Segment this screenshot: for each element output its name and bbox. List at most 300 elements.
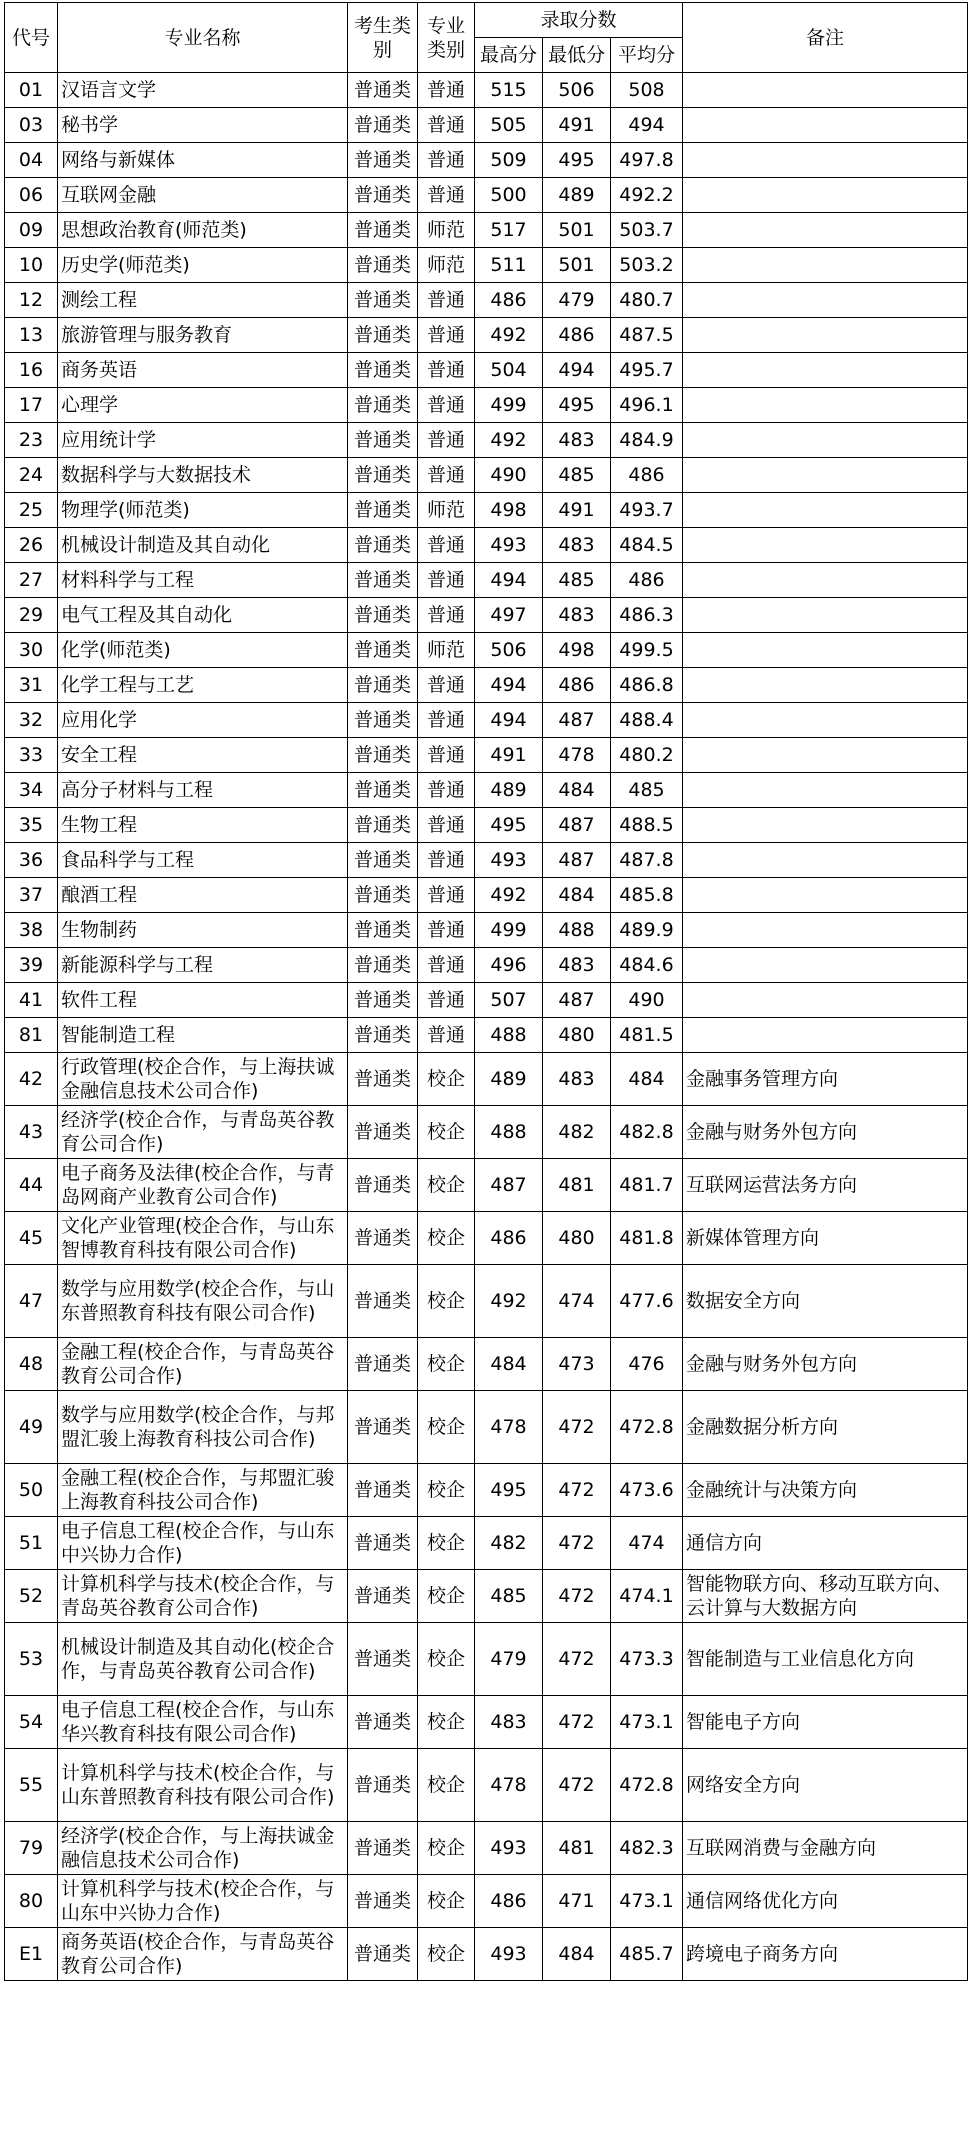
cell-avg-score: 494 bbox=[611, 108, 683, 143]
cell-avg-score: 484.5 bbox=[611, 528, 683, 563]
header-candidate-type: 考生类别 bbox=[348, 3, 418, 73]
table-row bbox=[5, 983, 968, 1018]
cell-min-score: 486 bbox=[543, 668, 611, 703]
cell-candidate-type: 普通类 bbox=[348, 1391, 418, 1464]
cell-avg-score: 503.2 bbox=[611, 248, 683, 283]
cell-remark bbox=[683, 983, 968, 1018]
cell-avg-score: 492.2 bbox=[611, 178, 683, 213]
cell-code: 03 bbox=[5, 108, 58, 143]
cell-remark: 跨境电子商务方向 bbox=[683, 1928, 968, 1981]
cell-major-type: 普通 bbox=[418, 353, 475, 388]
cell-candidate-type: 普通类 bbox=[348, 563, 418, 598]
cell-major-type: 普通 bbox=[418, 73, 475, 108]
table-row bbox=[5, 1928, 968, 1981]
cell-avg-score: 486.3 bbox=[611, 598, 683, 633]
cell-candidate-type: 普通类 bbox=[348, 388, 418, 423]
cell-max-score: 494 bbox=[475, 703, 543, 738]
table-row bbox=[5, 1696, 968, 1749]
cell-major-type: 普通 bbox=[418, 388, 475, 423]
cell-major-name: 金融工程(校企合作，与青岛英谷教育公司合作) bbox=[58, 1338, 348, 1391]
cell-avg-score: 485 bbox=[611, 773, 683, 808]
cell-min-score: 472 bbox=[543, 1749, 611, 1822]
table-row bbox=[5, 703, 968, 738]
cell-major-type: 师范 bbox=[418, 633, 475, 668]
cell-remark bbox=[683, 773, 968, 808]
table-row bbox=[5, 808, 968, 843]
cell-max-score: 498 bbox=[475, 493, 543, 528]
cell-major-name: 计算机科学与技术(校企合作，与山东中兴协力合作) bbox=[58, 1875, 348, 1928]
cell-major-name: 历史学(师范类) bbox=[58, 248, 348, 283]
cell-major-type: 普通 bbox=[418, 878, 475, 913]
cell-max-score: 487 bbox=[475, 1159, 543, 1212]
cell-candidate-type: 普通类 bbox=[348, 1822, 418, 1875]
cell-major-name: 商务英语 bbox=[58, 353, 348, 388]
cell-max-score: 492 bbox=[475, 423, 543, 458]
cell-max-score: 492 bbox=[475, 878, 543, 913]
cell-candidate-type: 普通类 bbox=[348, 1696, 418, 1749]
table-row bbox=[5, 283, 968, 318]
cell-major-name: 高分子材料与工程 bbox=[58, 773, 348, 808]
cell-min-score: 486 bbox=[543, 318, 611, 353]
cell-major-type: 普通 bbox=[418, 423, 475, 458]
cell-major-name: 金融工程(校企合作，与邦盟汇骏上海教育科技公司合作) bbox=[58, 1464, 348, 1517]
cell-candidate-type: 普通类 bbox=[348, 1212, 418, 1265]
cell-candidate-type: 普通类 bbox=[348, 1338, 418, 1391]
cell-major-type: 校企 bbox=[418, 1391, 475, 1464]
cell-remark: 数据安全方向 bbox=[683, 1265, 968, 1338]
cell-major-type: 校企 bbox=[418, 1338, 475, 1391]
cell-max-score: 511 bbox=[475, 248, 543, 283]
cell-major-type: 普通 bbox=[418, 598, 475, 633]
cell-min-score: 472 bbox=[543, 1517, 611, 1570]
cell-avg-score: 486 bbox=[611, 563, 683, 598]
cell-candidate-type: 普通类 bbox=[348, 493, 418, 528]
cell-remark: 智能制造与工业信息化方向 bbox=[683, 1623, 968, 1696]
cell-major-name: 应用化学 bbox=[58, 703, 348, 738]
cell-min-score: 481 bbox=[543, 1159, 611, 1212]
cell-candidate-type: 普通类 bbox=[348, 983, 418, 1018]
cell-min-score: 483 bbox=[543, 1053, 611, 1106]
cell-major-name: 计算机科学与技术(校企合作，与青岛英谷教育公司合作) bbox=[58, 1570, 348, 1623]
cell-avg-score: 489.9 bbox=[611, 913, 683, 948]
cell-candidate-type: 普通类 bbox=[348, 178, 418, 213]
cell-remark: 金融统计与决策方向 bbox=[683, 1464, 968, 1517]
cell-major-type: 普通 bbox=[418, 668, 475, 703]
cell-candidate-type: 普通类 bbox=[348, 528, 418, 563]
cell-min-score: 480 bbox=[543, 1212, 611, 1265]
cell-avg-score: 472.8 bbox=[611, 1391, 683, 1464]
cell-max-score: 483 bbox=[475, 1696, 543, 1749]
cell-code: 49 bbox=[5, 1391, 58, 1464]
cell-avg-score: 496.1 bbox=[611, 388, 683, 423]
cell-major-type: 校企 bbox=[418, 1159, 475, 1212]
cell-major-name: 数学与应用数学(校企合作，与山东普照教育科技有限公司合作) bbox=[58, 1265, 348, 1338]
cell-major-name: 生物工程 bbox=[58, 808, 348, 843]
cell-code: 10 bbox=[5, 248, 58, 283]
cell-max-score: 484 bbox=[475, 1338, 543, 1391]
cell-code: E1 bbox=[5, 1928, 58, 1981]
cell-remark: 互联网消费与金融方向 bbox=[683, 1822, 968, 1875]
cell-min-score: 472 bbox=[543, 1570, 611, 1623]
cell-code: 34 bbox=[5, 773, 58, 808]
cell-code: 37 bbox=[5, 878, 58, 913]
cell-max-score: 506 bbox=[475, 633, 543, 668]
cell-remark: 金融数据分析方向 bbox=[683, 1391, 968, 1464]
cell-max-score: 507 bbox=[475, 983, 543, 1018]
cell-min-score: 491 bbox=[543, 493, 611, 528]
cell-code: 26 bbox=[5, 528, 58, 563]
cell-major-type: 普通 bbox=[418, 528, 475, 563]
table-row bbox=[5, 633, 968, 668]
cell-avg-score: 485.8 bbox=[611, 878, 683, 913]
cell-candidate-type: 普通类 bbox=[348, 1464, 418, 1517]
cell-candidate-type: 普通类 bbox=[348, 843, 418, 878]
cell-remark bbox=[683, 213, 968, 248]
cell-max-score: 488 bbox=[475, 1018, 543, 1053]
cell-code: 51 bbox=[5, 1517, 58, 1570]
cell-code: 01 bbox=[5, 73, 58, 108]
cell-avg-score: 482.8 bbox=[611, 1106, 683, 1159]
cell-max-score: 486 bbox=[475, 283, 543, 318]
cell-major-type: 普通 bbox=[418, 738, 475, 773]
table-row bbox=[5, 388, 968, 423]
cell-candidate-type: 普通类 bbox=[348, 143, 418, 178]
cell-remark: 智能物联方向、移动互联方向、云计算与大数据方向 bbox=[683, 1570, 968, 1623]
cell-remark bbox=[683, 108, 968, 143]
cell-major-type: 普通 bbox=[418, 178, 475, 213]
cell-max-score: 489 bbox=[475, 773, 543, 808]
cell-max-score: 493 bbox=[475, 1928, 543, 1981]
cell-major-type: 校企 bbox=[418, 1623, 475, 1696]
cell-major-type: 普通 bbox=[418, 563, 475, 598]
cell-min-score: 472 bbox=[543, 1391, 611, 1464]
cell-candidate-type: 普通类 bbox=[348, 353, 418, 388]
cell-code: 52 bbox=[5, 1570, 58, 1623]
cell-avg-score: 503.7 bbox=[611, 213, 683, 248]
cell-avg-score: 490 bbox=[611, 983, 683, 1018]
header-avg-score: 平均分 bbox=[611, 38, 683, 73]
cell-major-name: 电子信息工程(校企合作，与山东中兴协力合作) bbox=[58, 1517, 348, 1570]
cell-candidate-type: 普通类 bbox=[348, 668, 418, 703]
cell-min-score: 484 bbox=[543, 773, 611, 808]
cell-remark bbox=[683, 878, 968, 913]
cell-major-type: 校企 bbox=[418, 1464, 475, 1517]
table-row bbox=[5, 423, 968, 458]
table-row bbox=[5, 458, 968, 493]
cell-remark: 金融事务管理方向 bbox=[683, 1053, 968, 1106]
cell-major-type: 校企 bbox=[418, 1696, 475, 1749]
cell-code: 55 bbox=[5, 1749, 58, 1822]
cell-major-name: 数据科学与大数据技术 bbox=[58, 458, 348, 493]
cell-major-name: 旅游管理与服务教育 bbox=[58, 318, 348, 353]
cell-avg-score: 482.3 bbox=[611, 1822, 683, 1875]
table-row bbox=[5, 1338, 968, 1391]
cell-candidate-type: 普通类 bbox=[348, 1570, 418, 1623]
cell-avg-score: 481.5 bbox=[611, 1018, 683, 1053]
cell-avg-score: 493.7 bbox=[611, 493, 683, 528]
cell-remark bbox=[683, 178, 968, 213]
cell-candidate-type: 普通类 bbox=[348, 73, 418, 108]
cell-candidate-type: 普通类 bbox=[348, 808, 418, 843]
cell-major-type: 校企 bbox=[418, 1265, 475, 1338]
cell-candidate-type: 普通类 bbox=[348, 423, 418, 458]
cell-min-score: 487 bbox=[543, 703, 611, 738]
cell-avg-score: 472.8 bbox=[611, 1749, 683, 1822]
cell-remark bbox=[683, 913, 968, 948]
cell-major-type: 普通 bbox=[418, 458, 475, 493]
cell-code: 31 bbox=[5, 668, 58, 703]
cell-max-score: 494 bbox=[475, 668, 543, 703]
cell-remark: 通信方向 bbox=[683, 1517, 968, 1570]
table-row bbox=[5, 1749, 968, 1822]
cell-major-name: 应用统计学 bbox=[58, 423, 348, 458]
cell-major-name: 智能制造工程 bbox=[58, 1018, 348, 1053]
cell-remark bbox=[683, 1018, 968, 1053]
table-row bbox=[5, 878, 968, 913]
cell-avg-score: 481.7 bbox=[611, 1159, 683, 1212]
cell-avg-score: 487.5 bbox=[611, 318, 683, 353]
cell-code: 41 bbox=[5, 983, 58, 1018]
cell-major-name: 物理学(师范类) bbox=[58, 493, 348, 528]
table-row bbox=[5, 73, 968, 108]
cell-candidate-type: 普通类 bbox=[348, 598, 418, 633]
cell-avg-score: 508 bbox=[611, 73, 683, 108]
cell-code: 50 bbox=[5, 1464, 58, 1517]
table-row bbox=[5, 353, 968, 388]
cell-remark bbox=[683, 808, 968, 843]
cell-major-name: 安全工程 bbox=[58, 738, 348, 773]
cell-code: 27 bbox=[5, 563, 58, 598]
cell-remark: 金融与财务外包方向 bbox=[683, 1338, 968, 1391]
cell-candidate-type: 普通类 bbox=[348, 703, 418, 738]
cell-remark bbox=[683, 738, 968, 773]
cell-candidate-type: 普通类 bbox=[348, 1928, 418, 1981]
cell-major-type: 普通 bbox=[418, 318, 475, 353]
header-scores: 录取分数 bbox=[475, 3, 683, 38]
table-row bbox=[5, 738, 968, 773]
cell-major-type: 校企 bbox=[418, 1822, 475, 1875]
cell-code: 06 bbox=[5, 178, 58, 213]
cell-major-type: 校企 bbox=[418, 1928, 475, 1981]
cell-code: 24 bbox=[5, 458, 58, 493]
cell-min-score: 479 bbox=[543, 283, 611, 318]
cell-major-type: 师范 bbox=[418, 248, 475, 283]
cell-min-score: 483 bbox=[543, 948, 611, 983]
header-max-score: 最高分 bbox=[475, 38, 543, 73]
cell-max-score: 493 bbox=[475, 1822, 543, 1875]
cell-max-score: 490 bbox=[475, 458, 543, 493]
cell-min-score: 501 bbox=[543, 213, 611, 248]
cell-major-type: 师范 bbox=[418, 213, 475, 248]
cell-avg-score: 488.5 bbox=[611, 808, 683, 843]
cell-avg-score: 481.8 bbox=[611, 1212, 683, 1265]
cell-max-score: 479 bbox=[475, 1623, 543, 1696]
table-row bbox=[5, 1464, 968, 1517]
cell-candidate-type: 普通类 bbox=[348, 283, 418, 318]
cell-remark: 互联网运营法务方向 bbox=[683, 1159, 968, 1212]
cell-min-score: 489 bbox=[543, 178, 611, 213]
cell-code: 43 bbox=[5, 1106, 58, 1159]
table-row bbox=[5, 178, 968, 213]
header-major: 专业名称 bbox=[58, 3, 348, 73]
cell-remark: 网络安全方向 bbox=[683, 1749, 968, 1822]
cell-min-score: 471 bbox=[543, 1875, 611, 1928]
cell-candidate-type: 普通类 bbox=[348, 1018, 418, 1053]
cell-min-score: 498 bbox=[543, 633, 611, 668]
cell-min-score: 506 bbox=[543, 73, 611, 108]
cell-avg-score: 484 bbox=[611, 1053, 683, 1106]
cell-candidate-type: 普通类 bbox=[348, 318, 418, 353]
cell-code: 12 bbox=[5, 283, 58, 318]
table-row bbox=[5, 213, 968, 248]
cell-min-score: 472 bbox=[543, 1464, 611, 1517]
cell-max-score: 493 bbox=[475, 528, 543, 563]
table-row bbox=[5, 1391, 968, 1464]
cell-code: 48 bbox=[5, 1338, 58, 1391]
cell-min-score: 472 bbox=[543, 1696, 611, 1749]
cell-code: 79 bbox=[5, 1822, 58, 1875]
cell-code: 39 bbox=[5, 948, 58, 983]
cell-avg-score: 486 bbox=[611, 458, 683, 493]
table-row bbox=[5, 913, 968, 948]
cell-min-score: 487 bbox=[543, 983, 611, 1018]
cell-min-score: 487 bbox=[543, 843, 611, 878]
cell-remark bbox=[683, 633, 968, 668]
cell-min-score: 483 bbox=[543, 598, 611, 633]
cell-major-name: 行政管理(校企合作，与上海扶诚金融信息技术公司合作) bbox=[58, 1053, 348, 1106]
cell-major-type: 普通 bbox=[418, 108, 475, 143]
cell-avg-score: 488.4 bbox=[611, 703, 683, 738]
cell-max-score: 489 bbox=[475, 1053, 543, 1106]
cell-remark bbox=[683, 668, 968, 703]
cell-major-name: 机械设计制造及其自动化 bbox=[58, 528, 348, 563]
cell-code: 36 bbox=[5, 843, 58, 878]
cell-max-score: 492 bbox=[475, 318, 543, 353]
cell-min-score: 484 bbox=[543, 1928, 611, 1981]
cell-avg-score: 480.7 bbox=[611, 283, 683, 318]
cell-major-name: 化学工程与工艺 bbox=[58, 668, 348, 703]
header-code: 代号 bbox=[5, 3, 58, 73]
cell-avg-score: 484.6 bbox=[611, 948, 683, 983]
cell-major-name: 心理学 bbox=[58, 388, 348, 423]
table-body bbox=[5, 73, 968, 1981]
cell-code: 04 bbox=[5, 143, 58, 178]
cell-major-type: 校企 bbox=[418, 1517, 475, 1570]
header-major-type: 专业类别 bbox=[418, 3, 475, 73]
table-row bbox=[5, 948, 968, 983]
cell-major-type: 普通 bbox=[418, 773, 475, 808]
cell-major-type: 校企 bbox=[418, 1106, 475, 1159]
cell-code: 32 bbox=[5, 703, 58, 738]
cell-remark bbox=[683, 458, 968, 493]
cell-major-name: 测绘工程 bbox=[58, 283, 348, 318]
cell-major-name: 化学(师范类) bbox=[58, 633, 348, 668]
cell-max-score: 478 bbox=[475, 1391, 543, 1464]
cell-remark: 金融与财务外包方向 bbox=[683, 1106, 968, 1159]
cell-candidate-type: 普通类 bbox=[348, 773, 418, 808]
header-min-score: 最低分 bbox=[543, 38, 611, 73]
cell-major-name: 材料科学与工程 bbox=[58, 563, 348, 598]
table-row bbox=[5, 1875, 968, 1928]
table-row bbox=[5, 528, 968, 563]
table-row bbox=[5, 108, 968, 143]
table-row bbox=[5, 1106, 968, 1159]
cell-major-type: 普通 bbox=[418, 1018, 475, 1053]
cell-min-score: 481 bbox=[543, 1822, 611, 1875]
table-row bbox=[5, 843, 968, 878]
cell-remark bbox=[683, 598, 968, 633]
cell-candidate-type: 普通类 bbox=[348, 1749, 418, 1822]
cell-avg-score: 486.8 bbox=[611, 668, 683, 703]
cell-candidate-type: 普通类 bbox=[348, 1517, 418, 1570]
table-row bbox=[5, 598, 968, 633]
cell-avg-score: 487.8 bbox=[611, 843, 683, 878]
cell-major-type: 校企 bbox=[418, 1570, 475, 1623]
cell-min-score: 483 bbox=[543, 528, 611, 563]
cell-candidate-type: 普通类 bbox=[348, 1623, 418, 1696]
cell-code: 13 bbox=[5, 318, 58, 353]
cell-major-name: 电子信息工程(校企合作，与山东华兴教育科技有限公司合作) bbox=[58, 1696, 348, 1749]
cell-candidate-type: 普通类 bbox=[348, 1053, 418, 1106]
cell-code: 47 bbox=[5, 1265, 58, 1338]
cell-remark bbox=[683, 143, 968, 178]
table-row bbox=[5, 143, 968, 178]
table-row bbox=[5, 1212, 968, 1265]
cell-candidate-type: 普通类 bbox=[348, 458, 418, 493]
cell-max-score: 509 bbox=[475, 143, 543, 178]
cell-candidate-type: 普通类 bbox=[348, 913, 418, 948]
cell-major-name: 新能源科学与工程 bbox=[58, 948, 348, 983]
cell-candidate-type: 普通类 bbox=[348, 248, 418, 283]
cell-code: 09 bbox=[5, 213, 58, 248]
cell-min-score: 484 bbox=[543, 878, 611, 913]
cell-candidate-type: 普通类 bbox=[348, 878, 418, 913]
cell-major-type: 普通 bbox=[418, 283, 475, 318]
cell-min-score: 473 bbox=[543, 1338, 611, 1391]
cell-candidate-type: 普通类 bbox=[348, 1159, 418, 1212]
cell-max-score: 494 bbox=[475, 563, 543, 598]
cell-max-score: 495 bbox=[475, 808, 543, 843]
cell-major-type: 普通 bbox=[418, 808, 475, 843]
cell-max-score: 488 bbox=[475, 1106, 543, 1159]
cell-max-score: 499 bbox=[475, 388, 543, 423]
table-row bbox=[5, 1623, 968, 1696]
cell-code: 53 bbox=[5, 1623, 58, 1696]
cell-min-score: 472 bbox=[543, 1623, 611, 1696]
cell-major-name: 互联网金融 bbox=[58, 178, 348, 213]
cell-min-score: 485 bbox=[543, 458, 611, 493]
cell-remark bbox=[683, 948, 968, 983]
table-row bbox=[5, 1570, 968, 1623]
cell-min-score: 474 bbox=[543, 1265, 611, 1338]
cell-code: 16 bbox=[5, 353, 58, 388]
cell-major-type: 普通 bbox=[418, 913, 475, 948]
cell-major-name: 电子商务及法律(校企合作，与青岛网商产业教育公司合作) bbox=[58, 1159, 348, 1212]
cell-candidate-type: 普通类 bbox=[348, 1875, 418, 1928]
cell-major-name: 电气工程及其自动化 bbox=[58, 598, 348, 633]
cell-avg-score: 497.8 bbox=[611, 143, 683, 178]
cell-avg-score: 484.9 bbox=[611, 423, 683, 458]
cell-code: 17 bbox=[5, 388, 58, 423]
cell-major-name: 计算机科学与技术(校企合作，与山东普照教育科技有限公司合作) bbox=[58, 1749, 348, 1822]
cell-code: 30 bbox=[5, 633, 58, 668]
cell-remark bbox=[683, 248, 968, 283]
cell-major-name: 汉语言文学 bbox=[58, 73, 348, 108]
cell-min-score: 488 bbox=[543, 913, 611, 948]
cell-max-score: 485 bbox=[475, 1570, 543, 1623]
cell-min-score: 483 bbox=[543, 423, 611, 458]
cell-major-name: 网络与新媒体 bbox=[58, 143, 348, 178]
